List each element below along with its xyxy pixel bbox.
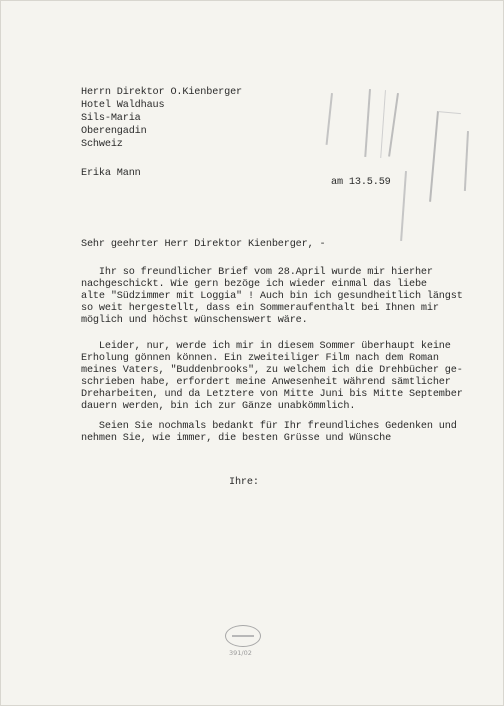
body-line: Leider, nur, werde ich mir in diesem Sommer überhaupt keine (81, 341, 451, 352)
recipient-line: Hotel Waldhaus (81, 100, 165, 111)
pencil-mark (429, 111, 461, 204)
body-line: Erholung gönnen können. Ein zweiteiliger Film nach dem Roman (81, 353, 439, 364)
recipient-line: Schweiz (81, 139, 123, 150)
archive-number: 391/02 (229, 649, 252, 657)
body-line: so weit hergestellt, dass ein Sommeraufenthalt bei Ihnen mir (81, 303, 439, 314)
pencil-mark (464, 131, 483, 192)
body-line: möglich und höchst wünschenswert wäre. (81, 315, 308, 326)
salutation: Sehr geehrter Herr Direktor Kienberger, - (81, 239, 326, 250)
body-line: meines Vaters, "Buddenbrooks", zu welchem ich die Drehbücher ge- (81, 365, 463, 376)
closing: Ihre: (229, 477, 259, 488)
body-line: nachgeschickt. Wie gern bezöge ich wieder einmal das liebe (81, 279, 427, 290)
recipient-line: Sils-Maria (81, 113, 141, 124)
body-line: Ihr so freundlicher Brief vom 28.April wurde mir hierher (81, 267, 433, 278)
body-line: Seien Sie nochmals bedankt für Ihr freundliches Gedenken und (81, 421, 457, 432)
body-line: dauern werden, bin ich zur Gänze unabkömmlich. (81, 401, 356, 412)
body-line: alte "Südzimmer mit Loggia" ! Auch bin ich gesundheitlich längst (81, 291, 463, 302)
pencil-mark (364, 89, 386, 158)
recipient-line: Herrn Direktor O.Kienberger (81, 87, 243, 98)
body-line: Dreharbeiten, und da Letztere von Mitte Juni bis Mitte September (81, 389, 463, 400)
pencil-mark (400, 171, 421, 242)
archive-stamp (225, 625, 261, 647)
pencil-mark (388, 93, 415, 159)
letter-date: am 13.5.59 (331, 177, 391, 188)
body-line: schrieben habe, erfordert meine Anwesenheit während sämtlicher (81, 377, 451, 388)
recipient-line: Oberengadin (81, 126, 147, 137)
sender-name: Erika Mann (81, 168, 141, 179)
body-line: nehmen Sie, wie immer, die besten Grüsse und Wünsche (81, 433, 392, 444)
pencil-mark (326, 93, 351, 147)
